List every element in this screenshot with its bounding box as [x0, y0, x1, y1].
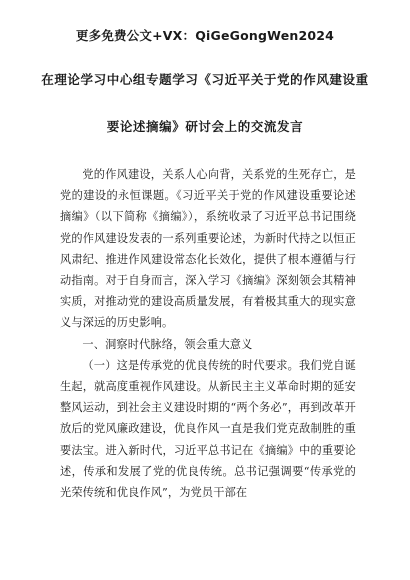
document-body	[60, 164, 356, 503]
promo-header: 更多免费公文+VX：QiGeGongWen2024	[75, 28, 335, 43]
intro-paragraph: 党的作风建设，关系人心向背，关系党的生死存亡，是党的建设的永恒课题。《习近平关于党的作风建设重要论述摘编》（以下简称《摘编》），系统收录了习近平总书记围绕党的作风建设发表的一系列重要论述，为新时代持之以恒正风肃纪、推进作风建设常态化长效化，提供了根本遵循与行动指南。对于自身而言，深入学习《摘编》深刻领会其精神实质，对推动党的建设高质量发展，有着极其重大的现实意义与深远的历史影响。	[60, 168, 356, 330]
section-paragraph: （一）这是传承党的优良传统的时代要求。我们党自诞生起，就高度重视作风建设。从新民主主义革命时期的延安整风运动，到社会主义建设时期的“两个务必”，再到改革开放后的党风廉政建设，优良作风一直是我们党克敌制胜的重要法宝。进入新时代，习近平总书记在《摘编》中的重要论述，传承和发展了党的优良传统。总书记强调要“传承党的光荣传统和优良作风”，为党员干部在	[60, 358, 356, 500]
document-title-line-1: 在理论学习中心组专题学习《习近平关于党的作风建设重	[41, 72, 369, 87]
document-title-line-2: 要论述摘编》研讨会上的交流发言	[106, 119, 304, 134]
section-heading: 一、洞察时代脉络，领会重大意义	[82, 337, 253, 351]
